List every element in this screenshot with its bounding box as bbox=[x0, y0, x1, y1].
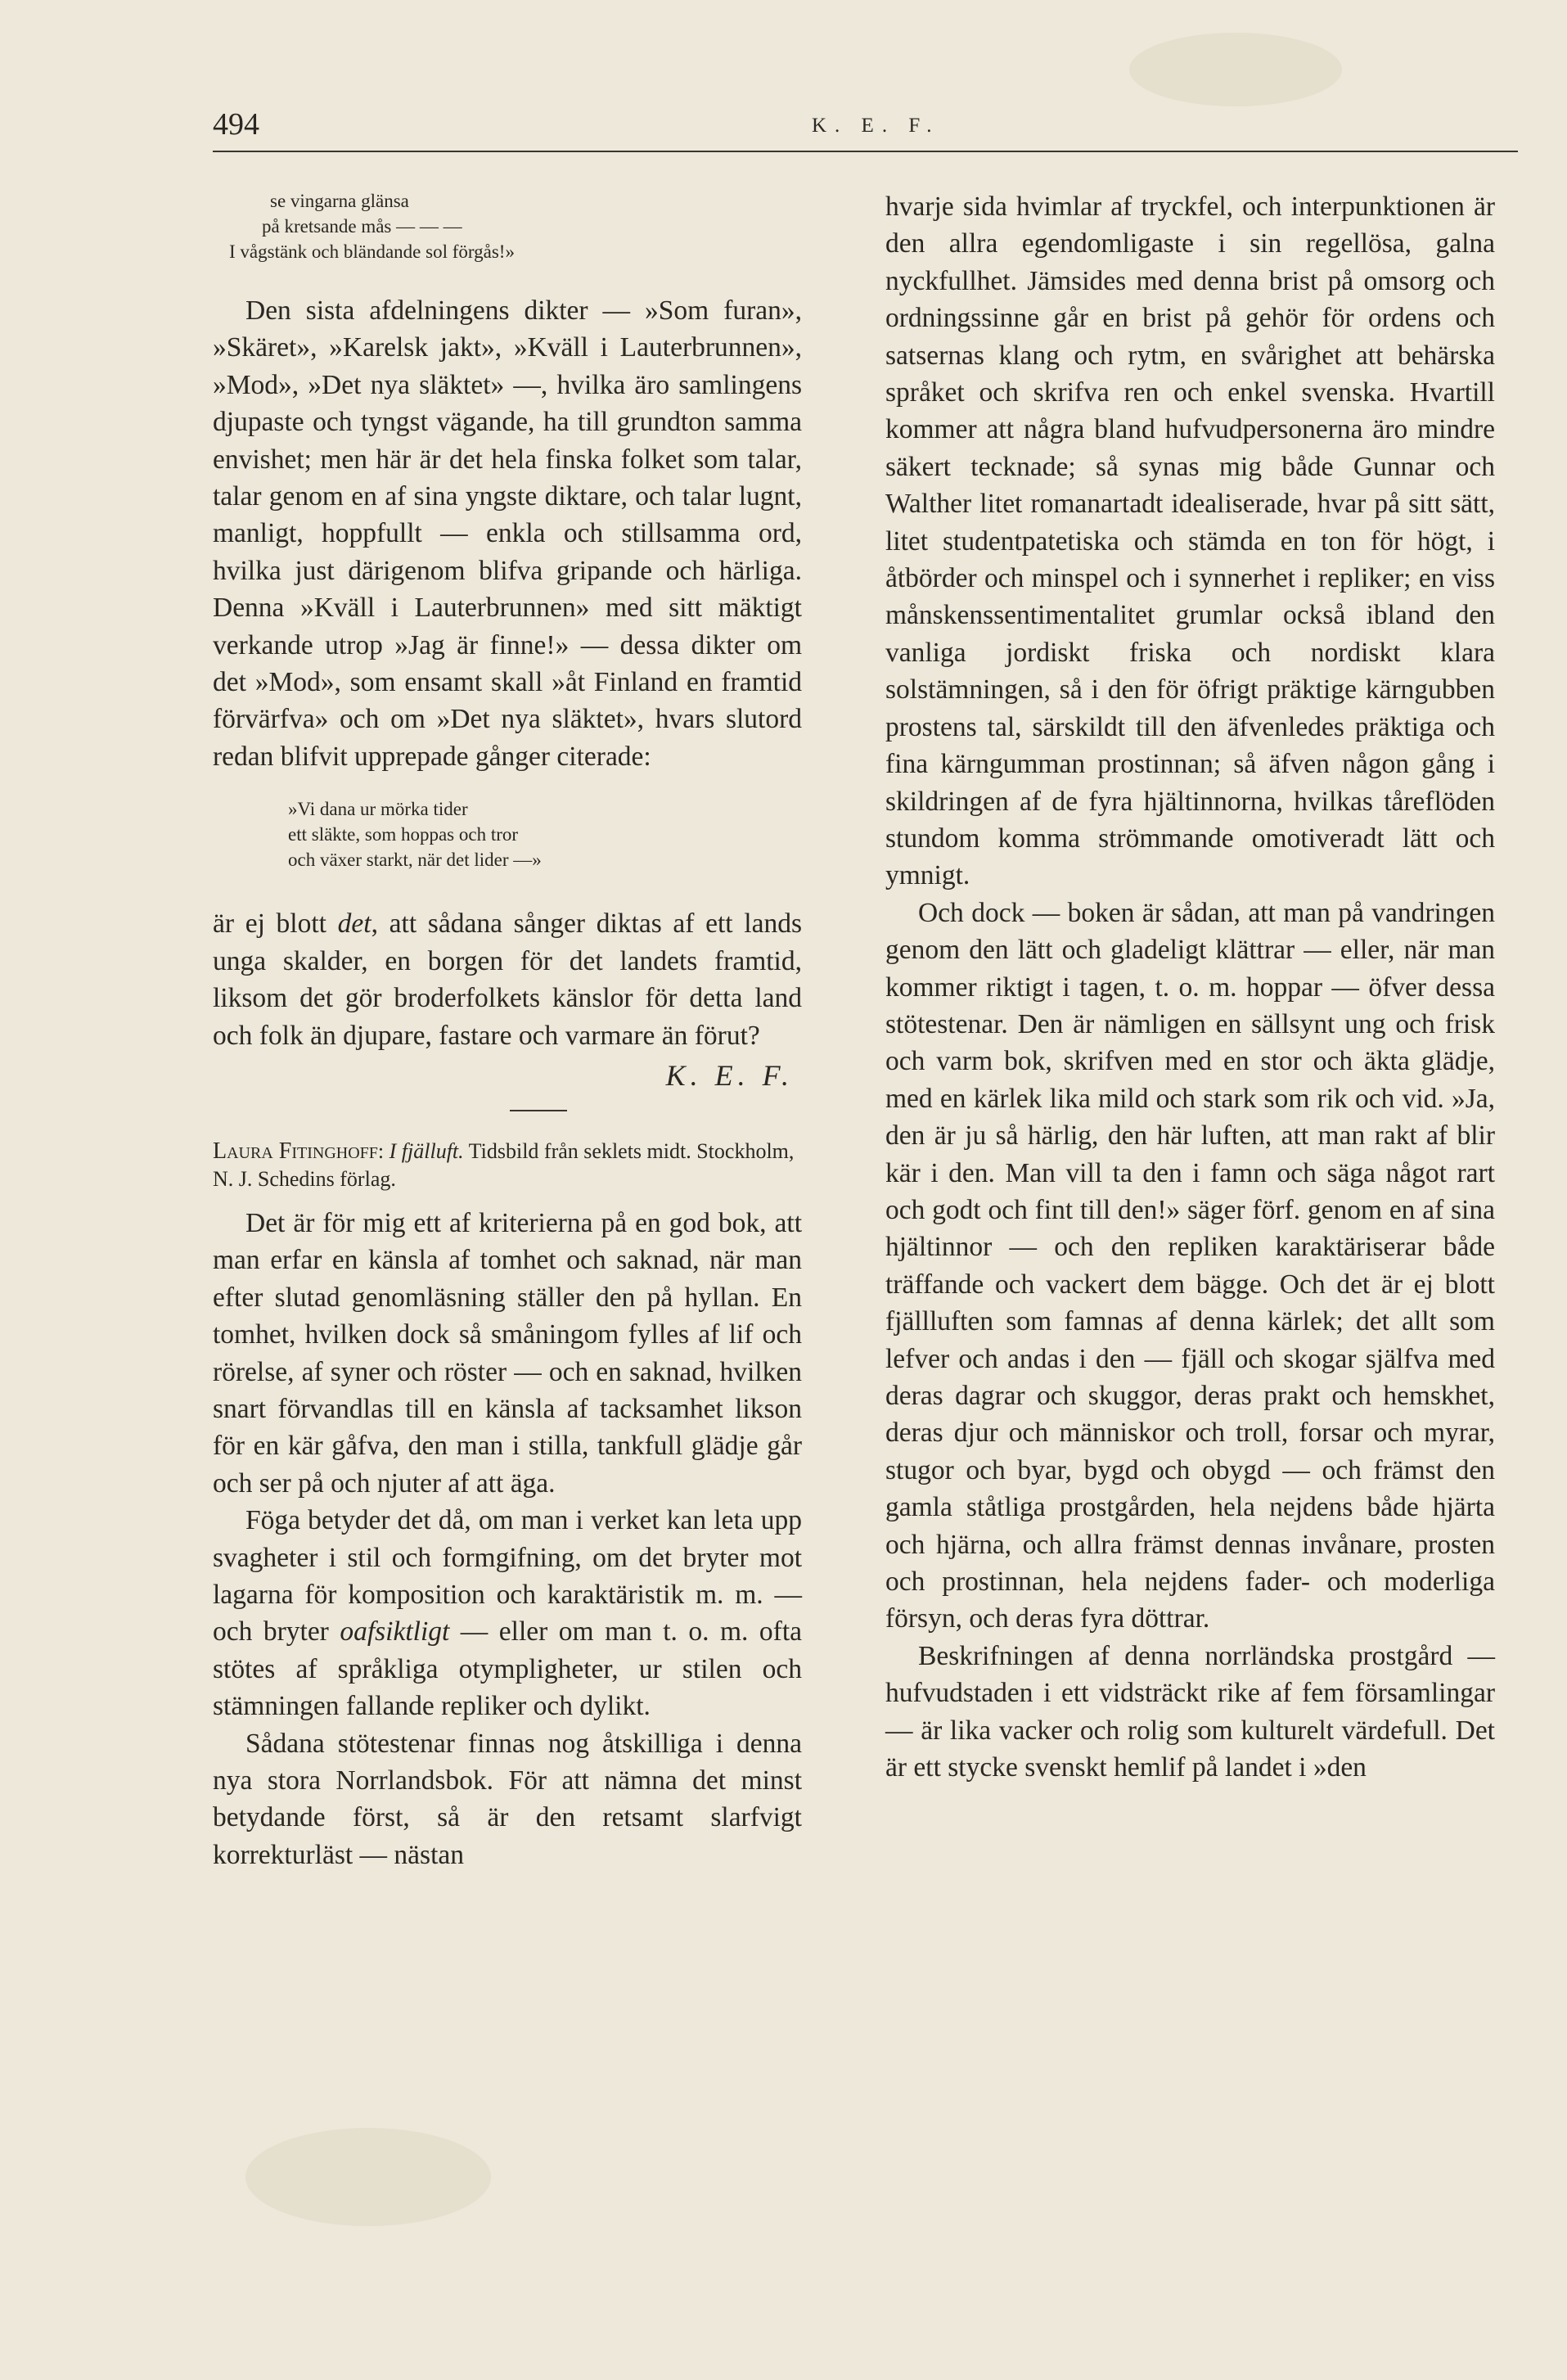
review-author: Laura Fitinghoff bbox=[213, 1138, 378, 1164]
poem-quote bbox=[213, 796, 802, 872]
right-column bbox=[885, 188, 1495, 1786]
paragraph: Och dock — boken är sådan, att man på vandringen genom den lätt och gladeligt klättrar — eller, när man kommer riktigt i tagen, t. o. m. hoppar — öfver dessa stötestenar. Den är nämligen en sällsynt ung och frisk och varm bok, skrifven med en stor och äkta glädje, med en kärlek lika mild och stark som rik och vid. »Ja, den är ju så härlig, den här luften, att man rakt af blir kär i den. Man vill ta den i famn och säga något rart och godt och fint till den!» säger förf. genom en af sina hjältinnor — och den repliken karaktäriserar både träffande och vackert dem bägge. Och det är ej blott fjällluften som famnas af denna kärlek; det allt som lefver och andas i den — fjäll och skogar själfva med deras dagrar och skuggor, deras prakt och hemskhet, deras djur och människor och troll, forsar och myrar, stugor och byar, bygd och obygd — och främst den gamla ståtliga prostgården, hela nejdens både hjärta och hjärna, och allra främst dennas invånare, prosten och prostinnan, hela nejdens fader- och moderliga försyn, och deras fyra döttrar. bbox=[885, 897, 1495, 1634]
poem-line: se vingarna glänsa bbox=[270, 191, 409, 211]
review-publication: Tidsbild från seklets midt. Stockholm, N. J. Schedins förlag. bbox=[213, 1138, 795, 1191]
paragraph bbox=[213, 905, 802, 1054]
page-number: 494 bbox=[213, 107, 259, 142]
paragraph-text: — eller om man t. o. m. ofta stötes af språkliga otympligheter, ur stilen och stämningen fallande repliker och dylikt. bbox=[213, 1616, 802, 1722]
emphasis-text: det bbox=[337, 908, 371, 940]
emphasis-text: oafsiktligt bbox=[340, 1616, 450, 1648]
paragraph-text: Föga betyder det då, om man i verket kan leta upp svagheter i stil och formgifning, om det bryter mot lagarna för komposition och karaktäristik m. m. — och bryter bbox=[213, 1505, 802, 1648]
running-head: K. E. F. bbox=[812, 115, 940, 137]
poem-line: ett släkte, som hoppas och tror bbox=[288, 824, 519, 845]
colon: : bbox=[377, 1138, 389, 1163]
paragraph: hvarje sida hvimlar af tryckfel, och interpunktionen är den allra egendomligaste i sin regellösa, galna nyckfullhet. Jämsides med denna brist på omsorg och ordningssinne går en brist på gehör för ordens och satsernas klang och rytm, en svårighet att behärska språket och skrifva ren och enkel svenska. Hvartill kommer att några bland hufvudpersonerna äro mindre säkert tecknade; så synas mig både Gunnar och Walther litet romanartadt idealiserade, hvar på sitt sätt, litet studentpatetiska och stämda en ton för högt, i åtbörder och minspel och i synnerhet i repliker; en viss månskenssentimentalitet grumlar också ibland den vanliga jordiskt friska och nordiskt klara solstämningen, så i den för öfrigt präktige kärngubben prostens tal, särskildt till den äfvenledes präktiga och fina kärngumman prostinnan; så äfven någon gång i skildringen af de fyra hjältinnorna, hvilkas tåreflöden stundom komma strömmande omotiveradt lätt och ymnigt. bbox=[885, 192, 1495, 891]
paper-stain bbox=[245, 2128, 491, 2226]
paragraph-text: , att sådana sånger diktas af ett lands unga skalder, en borgen för det landets framtid, liksom det gör broderfolkets känslor för detta land och folk än djupare, fastare och varmare än förut? bbox=[213, 908, 802, 1051]
paragraph: Beskrifningen af denna norrländska prostgård — hufvudstaden i ett vidsträckt rike af fem församlingar — är lika vacker och rolig som kulturelt värdefull. Det är ett stycke svenskt hemlif på landet i »den bbox=[885, 1640, 1495, 1783]
poem-line: på kretsande mås — — — bbox=[262, 216, 462, 237]
paragraph: Det är för mig ett af kriterierna på en god bok, att man erfar en känsla af tomhet och saknad, när man efter slutad genomläsning ställer den på hyllan. En tomhet, hvilken dock så småningom fylles af lif och rörelse, af syner och röster — och en saknad, hvilken snart förvandlas till en känsla af tacksamhet likson för en kär gåfva, den man i stilla, tankfull glädje går och ser på och njuter af att äga. bbox=[213, 1207, 802, 1499]
paper-stain bbox=[1129, 33, 1342, 106]
poem-line: »Vi dana ur mörka tider bbox=[288, 799, 468, 820]
poem-line: och växer starkt, när det lider —» bbox=[288, 850, 542, 871]
review-title: I fjälluft. bbox=[389, 1138, 464, 1163]
poem-line: I vågstänk och bländande sol förgås!» bbox=[229, 241, 515, 262]
section-divider bbox=[510, 1110, 567, 1111]
paragraph: Den sista afdelningens dikter — »Som furan», »Skäret», »Karelsk jakt», »Kväll i Lauterbrunnen», »Mod», »Det nya släktet» —, hvilka äro samlingens djupaste och tyngst vägande, ha till grundton samma envishet; men här är det hela finska folket som talar, talar genom en af sina yngste diktare, och talar lugnt, manligt, hoppfullt — enkla och stillsamma ord, hvilka just därigenom blifva gripande och härliga. Denna »Kväll i Lauterbrunnen» med sitt mäktigt verkande utrop »Jag är finne!» — dessa dikter om det »Mod», som ensamt skall »åt Finland en framtid förvärfva» och om »Det nya släktet», hvars slutord redan blifvit upprepade gånger citerade: bbox=[213, 295, 802, 772]
paragraph-text: är ej blott bbox=[213, 908, 338, 940]
paragraph bbox=[213, 1502, 802, 1724]
left-column bbox=[213, 188, 802, 1873]
poem-opening bbox=[213, 188, 802, 264]
signature: K. E. F. bbox=[665, 1058, 794, 1092]
review-heading bbox=[213, 1138, 802, 1193]
paragraph: Sådana stötestenar finnas nog åtskilliga i denna nya stora Norrlandsbok. För att nämna det minst betydande först, så är den retsamt slarfvigt korrekturläst — nästan bbox=[213, 1728, 802, 1870]
page-header bbox=[213, 105, 1518, 152]
